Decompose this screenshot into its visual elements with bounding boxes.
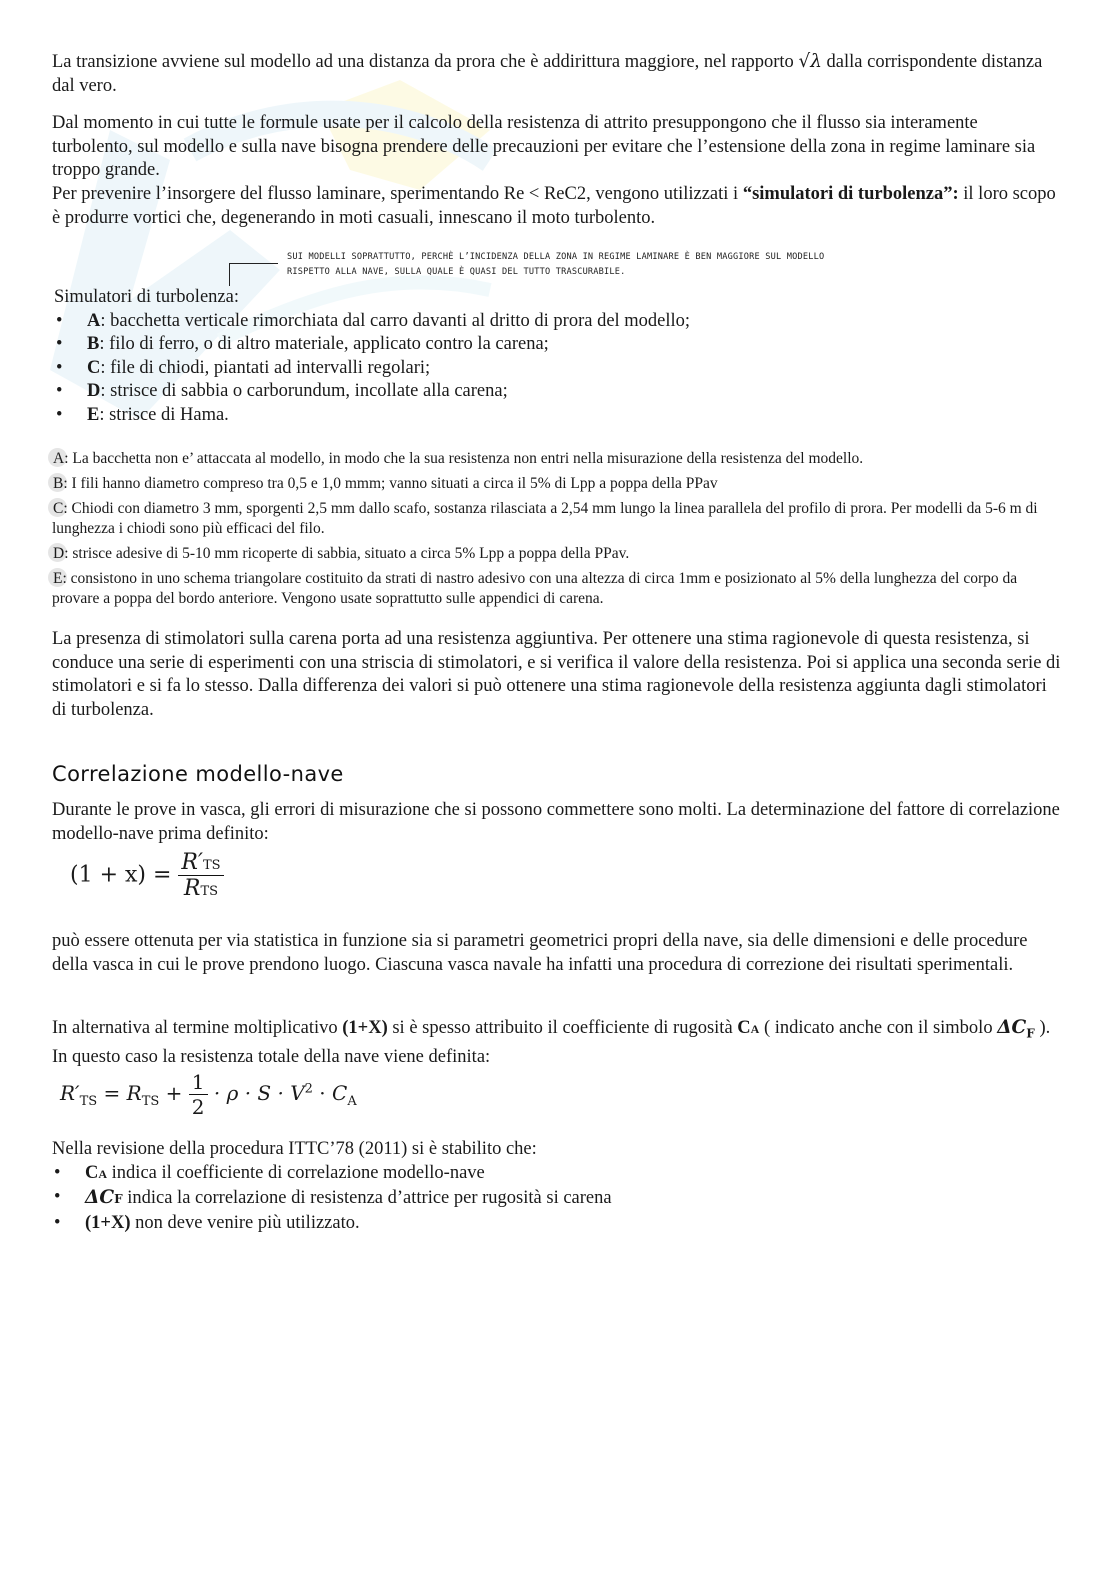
simulators-heading: Simulatori di turbolenza: bbox=[54, 287, 239, 307]
ittc-item: • (1+X) non deve venire più utilizzato. bbox=[52, 1212, 1062, 1237]
simulator-item: • E: strisce di Hama. bbox=[54, 404, 1064, 428]
ittc-item: • CA indica il coefficiente di correlazione modello-nave bbox=[52, 1162, 1062, 1187]
sqrt-lambda: √λ bbox=[798, 51, 822, 72]
ittc-revision bbox=[52, 1138, 1062, 1236]
ittc-item: • ΔCF indica la correlazione di resistenza d’attrice per rugosità si carena bbox=[52, 1186, 1062, 1212]
simulator-note: A: La bacchetta non e’ attaccata al modello, in modo che la sua resistenza non entri nella misurazione della resistenza del modello. bbox=[52, 448, 1052, 469]
simulators-list bbox=[54, 286, 1064, 427]
simulator-note: E: consistono in uno schema triangolare costituito da strati di nastro adesivo con una altezza di circa 1mm e posizionato al 5% della lunghezza del corpo da provare a poppa del bordo anteriore. Vengono usate soprattutto sulle appendici di carena. bbox=[52, 568, 1052, 609]
equation-correlation-factor: (1 + x) = $\frac{R'TS}{\text{RTS}}$ bbox=[70, 850, 224, 901]
handnote-bracket bbox=[229, 263, 278, 286]
section-paragraph-1: Durante le prove in vasca, gli errori di misurazione che si possono commettere sono molti. La determinazione del fattore di correlazione modello-nave prima definito: bbox=[52, 800, 1060, 844]
intro-paragraph-1: La transizione avviene sul modello ad una distanza da prora che è addirittura maggiore, nel rapporto √λ dalla corrispondente distanza dal vero. bbox=[52, 51, 1043, 96]
simulator-item: • A: bacchetta verticale rimorchiata dal carro davanti al dritto di prora del modello; bbox=[54, 310, 1064, 334]
handwritten-note: SUI MODELLI SOPRATTUTTO, PERCHÈ L’INCIDENZA DELLA ZONA IN REGIME LAMINARE È BEN MAGGIORE SUL MODELLO RISPETTO ALLA NAVE, SULLA QUALE È QUASI DEL TUTTO TRASCURABILE. bbox=[287, 252, 825, 277]
simulator-note: B: I fili hanno diametro compreso tra 0,5 e 1,0 mmm; vanno situati a circa il 5% di Lpp a poppa della PPav bbox=[52, 473, 1052, 494]
simulator-notes bbox=[52, 448, 1052, 613]
simulators-items bbox=[54, 310, 1064, 428]
simulator-note: C: Chiodi con diametro 3 mm, sporgenti 2,5 mm dallo scafo, sostanza rilasciata a 2,54 mm lungo la linea parallela del profilo di prora. Per modelli da 5-6 m di lunghezza i chiodi sono più efficaci del filo. bbox=[52, 498, 1052, 539]
section-paragraph-3: In alternativa al termine moltiplicativo (1+X) si è spesso attribuito il coefficiente di rugosità CA ( indicato anche con il simbolo $\Delta C_F$ ). In questo caso la resistenza totale della nave viene definita: bbox=[52, 1017, 1051, 1068]
section-title: Correlazione modello-nave bbox=[52, 762, 344, 786]
simulator-note: D: strisce adesive di 5-10 mm ricoperte di sabbia, situato a circa 5% Lpp a poppa della PPav. bbox=[52, 543, 1052, 564]
simulator-item: • B: filo di ferro, o di altro materiale, applicato contro la carena; bbox=[54, 333, 1064, 357]
section-paragraph-2: può essere ottenuta per via statistica in funzione sia si parametri geometrici propri della nave, sia delle dimensioni e delle procedure della vasca in cui le prove prendono luogo. Ciascuna vasca navale ha infatti una procedura di correzione dei risultati sperimentali. bbox=[52, 931, 1028, 975]
equation-total-resistance: $R'_{TS} = R_{TS}$ + $\frac{1}{2}$ · $\rho \cdot S \cdot V^2 \cdot C_A$ bbox=[60, 1070, 357, 1119]
ittc-paragraph: Nella revisione della procedura ITTC’78 (2011) si è stabilito che: bbox=[52, 1139, 537, 1159]
ittc-items bbox=[52, 1162, 1062, 1237]
simulator-item: • D: strisce di sabbia o carborundum, incollate alla carena; bbox=[54, 380, 1064, 404]
intro-paragraph-3: Per prevenire l’insorgere del flusso laminare, sperimentando Re < ReC2, vengono utilizzati i “simulatori di turbolenza”: il loro scopo è produrre vortici che, degenerando in moti casuali, innescano il moto turbolento. bbox=[52, 184, 1056, 228]
presence-paragraph: La presenza di stimolatori sulla carena porta ad una resistenza aggiuntiva. Per ottenere una stima ragionevole di questa resistenza, si conduce una serie di esperimenti con una striscia di stimolatori, e si verifica il valore della resistenza. Poi si applica una seconda serie di stimolatori e si fa lo stesso. Dalla differenza dei valori si può ottenere una stima ragionevole della resistenza aggiunta dagli stimolatori di turbolenza. bbox=[52, 629, 1061, 720]
intro-paragraph-2: Dal momento in cui tutte le formule usate per il calcolo della resistenza di attrito presuppongono che il flusso sia interamente turbolento, sul modello e sulla nave bisogna prendere delle precauzioni per evitare che l’estensione della zona in regime laminare sia troppo grande. bbox=[52, 113, 1036, 180]
simulator-item: • C: file di chiodi, piantati ad intervalli regolari; bbox=[54, 357, 1064, 381]
